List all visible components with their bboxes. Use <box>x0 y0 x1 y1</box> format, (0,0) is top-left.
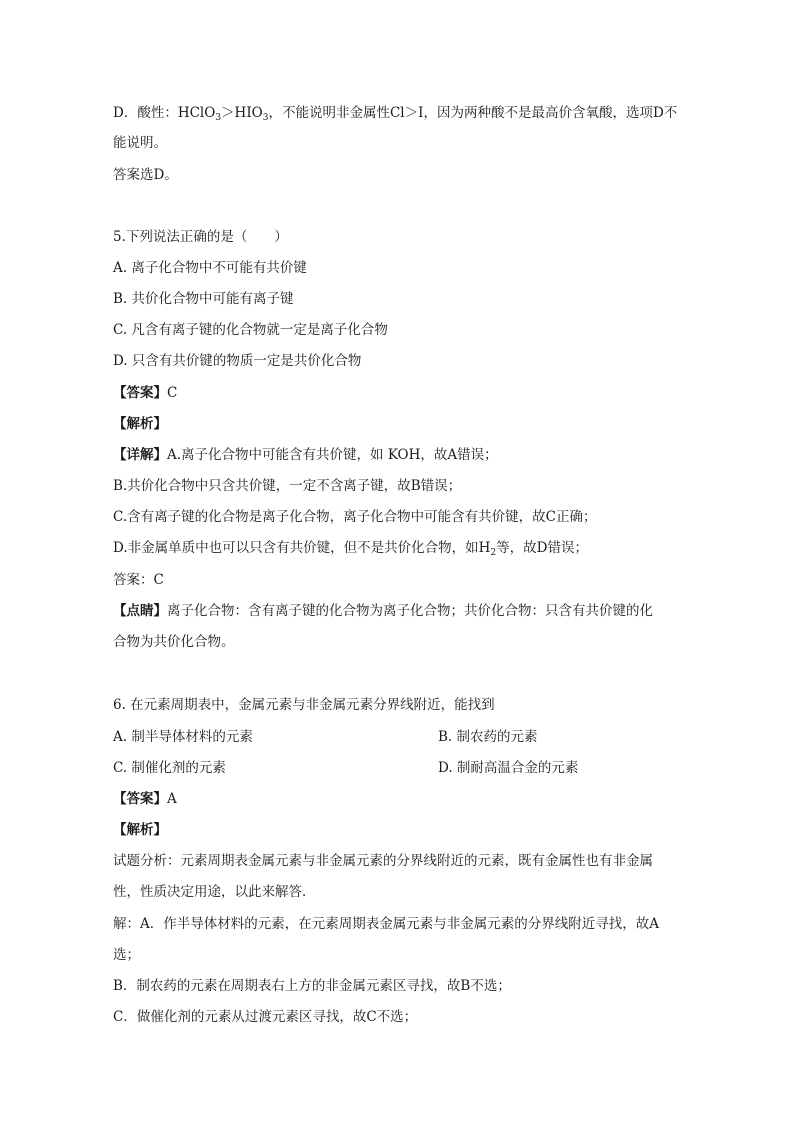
q5-option-a: A. 离子化合物中不可能有共价键 <box>113 260 307 276</box>
text-segment: ，不能说明非金属性Cl＞I，因为两种酸不是最高价含氧酸，选项D不 <box>268 105 678 121</box>
q6-answer <box>113 789 685 809</box>
q6-analysis-label: 【解析】 <box>113 822 167 838</box>
subscript: 2 <box>490 548 497 558</box>
q6-option-c: C. 制催化剂的元素 <box>113 760 226 776</box>
prev-option-d-line1 <box>113 103 685 123</box>
q5-analysis-label: 【解析】 <box>113 416 167 432</box>
q6-solution-a-line1: 解：A．作半导体材料的元素，在元素周期表金属元素与非金属元素的分界线附近寻找，故A <box>113 916 659 932</box>
q5-detail-c: C.含有离子键的化合物是离子化合物，离子化合物中可能含有共价键，故C正确； <box>113 509 597 525</box>
q5-detail-a <box>113 445 685 465</box>
q5-tip-line2: 合物为共价化合物。 <box>113 634 235 650</box>
q6-analysis-line2: 性，性质决定用途，以此来解答． <box>113 884 316 900</box>
answer-label: 【答案】 <box>113 791 167 807</box>
q6-analysis-line1: 试题分析：元素周期表金属元素与非金属元素的分界线附近的元素，既有金属性也有非金属 <box>113 853 653 869</box>
q6-option-a: A. 制半导体材料的元素 <box>113 729 253 745</box>
q6-stem: 6. 在元素周期表中，金属元素与非金属元素分界线附近，能找到 <box>113 697 495 713</box>
text-segment: ＞HIO <box>221 105 263 121</box>
q5-option-c: C. 凡含有离子键的化合物就一定是离子化合物 <box>113 322 388 338</box>
detail-label: 【详解】 <box>113 447 167 463</box>
q5-answer <box>113 383 685 403</box>
detail-text: A.离子化合物中可能含有共价键，如 KOH，故A错误； <box>167 447 498 463</box>
prev-answer-line: 答案选D。 <box>113 167 178 183</box>
prev-option-d-line2: 能说明。 <box>113 135 167 151</box>
answer-value: A <box>167 791 177 807</box>
q6-solution-a-line2: 选； <box>113 947 140 963</box>
answer-label: 【答案】 <box>113 385 167 401</box>
text-segment: D．酸性：HClO <box>113 105 216 121</box>
q6-solution-c: C．做催化剂的元素从过渡元素区寻找，故C不选； <box>113 1009 418 1025</box>
q5-option-b: B. 共价化合物中可能有离子键 <box>113 291 294 307</box>
q6-solution-b: B．制农药的元素在周期表右上方的非金属元素区寻找，故B不选； <box>113 978 511 994</box>
text-segment: D.非金属单质中也可以只含有共价键，但不是共价化合物，如H <box>113 540 491 556</box>
subscript: 3 <box>215 113 222 123</box>
q5-option-d: D. 只含有共价键的物质一定是共价化合物 <box>113 353 362 369</box>
q5-tip-line1 <box>113 601 685 621</box>
q5-detail-d <box>113 538 685 558</box>
q6-option-d: D. 制耐高温合金的元素 <box>438 760 579 776</box>
answer-value: C <box>167 385 178 401</box>
tip-label: 【点睛】 <box>113 603 167 619</box>
q5-stem: 5.下列说法正确的是（ ） <box>113 229 288 245</box>
tip-text: 离子化合物：含有离子键的化合物为离子化合物；共价化合物：只含有共价键的化 <box>167 603 653 619</box>
q6-option-b: B. 制农药的元素 <box>438 729 538 745</box>
subscript: 3 <box>262 113 269 123</box>
q5-detail-b: B.共价化合物中只含共价键，一定不含离子键，故B错误； <box>113 478 462 494</box>
text-segment: 等，故D错误； <box>496 540 588 556</box>
q5-conclusion: 答案：C <box>113 572 164 588</box>
